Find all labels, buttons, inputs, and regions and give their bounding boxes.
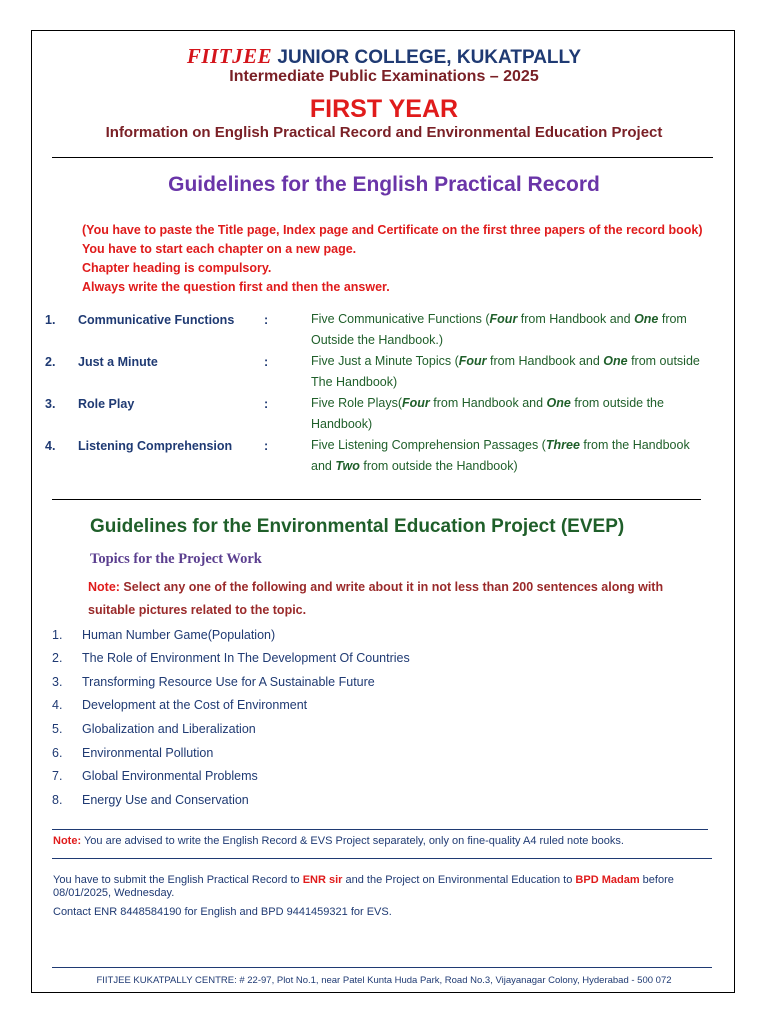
section-divider: [52, 499, 701, 500]
footer-note: [53, 835, 624, 847]
instruction-line: Always write the question first and then the answer.: [82, 280, 390, 294]
enr-name: ENR sir: [302, 874, 343, 886]
footer-divider: [52, 858, 712, 859]
topic-item: Global Environmental Problems: [82, 769, 258, 783]
year-title: FIRST YEAR: [309, 95, 459, 123]
item-term: Just a Minute: [78, 355, 158, 369]
item-number: 1.: [45, 313, 56, 327]
topic-number: 3.: [52, 675, 63, 689]
item-colon: :: [264, 439, 269, 453]
item-description: Five Communicative Functions (Four from Handbook and One from Outside the Handbook.): [311, 312, 687, 347]
note-label: Note:: [53, 835, 82, 847]
topic-item: Human Number Game(Population): [82, 628, 276, 642]
item-description: Five Role Plays(Four from Handbook and One from outside the Handbook): [311, 396, 664, 431]
topic-item: Transforming Resource Use for A Sustainable Future: [82, 675, 375, 689]
topic-number: 7.: [52, 769, 63, 783]
item-term: Role Play: [78, 397, 135, 411]
item-number: 2.: [45, 355, 56, 369]
instruction-line: Chapter heading is compulsory.: [82, 261, 272, 275]
topic-item: Energy Use and Conservation: [82, 793, 249, 807]
note-label: Note:: [88, 580, 120, 594]
topic-number: 1.: [52, 628, 63, 642]
item-colon: :: [264, 397, 269, 411]
item-colon: :: [264, 355, 269, 369]
info-title: Information on English Practical Record and Environmental Education Project: [105, 124, 663, 141]
topic-number: 5.: [52, 722, 63, 736]
topic-item: Globalization and Liberalization: [82, 722, 256, 736]
header-divider: [52, 157, 713, 158]
item-number: 3.: [45, 397, 56, 411]
bpd-name: BPD Madam: [575, 874, 640, 886]
note-text: Select any one of the following and write about it in not less than 200 sentences along with suitable pictures related to the topic.: [88, 580, 664, 617]
item-description: Five Just a Minute Topics (Four from Handbook and One from outside The Handbook): [311, 354, 700, 389]
instruction-line: You have to start each chapter on a new page.: [82, 242, 357, 256]
evep-note: [88, 576, 708, 622]
topic-number: 8.: [52, 793, 63, 807]
topics-heading: Topics for the Project Work: [90, 551, 262, 567]
item-colon: :: [264, 313, 269, 327]
brand-logo: FIITJEE: [186, 44, 273, 68]
instruction-line: (You have to paste the Title page, Index page and Certificate on the first three papers of the record book): [82, 223, 703, 237]
exam-title: Intermediate Public Examinations – 2025: [229, 68, 539, 85]
item-term: Communicative Functions: [78, 313, 235, 327]
english-section-title: Guidelines for the English Practical Record: [168, 173, 600, 196]
topic-number: 4.: [52, 698, 63, 712]
footer-divider: [52, 829, 708, 830]
topic-item: The Role of Environment In The Development Of Countries: [82, 651, 410, 665]
topic-number: 6.: [52, 746, 63, 760]
item-term: Listening Comprehension: [78, 439, 233, 453]
note-text: You are advised to write the English Record & EVS Project separately, only on fine-quality A4 ruled note books.: [81, 835, 624, 847]
topic-number: 2.: [52, 651, 63, 665]
footer-divider: [52, 967, 712, 968]
submission-info: You have to submit the English Practical Record to ENR sir and the Project on Environmental Education to BPD Madam before 08/01/2025, Wednesday.: [53, 874, 674, 899]
centre-address: FIITJEE KUKATPALLY CENTRE: # 22-97, Plot No.1, near Patel Kunta Huda Park, Road No.3, Vijayanagar Colony, Hyderabad - 500 072: [96, 975, 672, 986]
topic-item: Environmental Pollution: [82, 746, 214, 760]
evep-section-title: Guidelines for the Environmental Education Project (EVEP): [90, 516, 625, 537]
item-description: Five Listening Comprehension Passages (Three from the Handbook and Two from outside the Handbook): [311, 438, 690, 473]
college-header: [0, 44, 768, 69]
item-number: 4.: [45, 439, 56, 453]
college-name: JUNIOR COLLEGE, KUKATPALLY: [277, 47, 582, 68]
contact-info: Contact ENR 8448584190 for English and BPD 9441459321 for EVS.: [53, 906, 392, 918]
topic-item: Development at the Cost of Environment: [82, 698, 308, 712]
